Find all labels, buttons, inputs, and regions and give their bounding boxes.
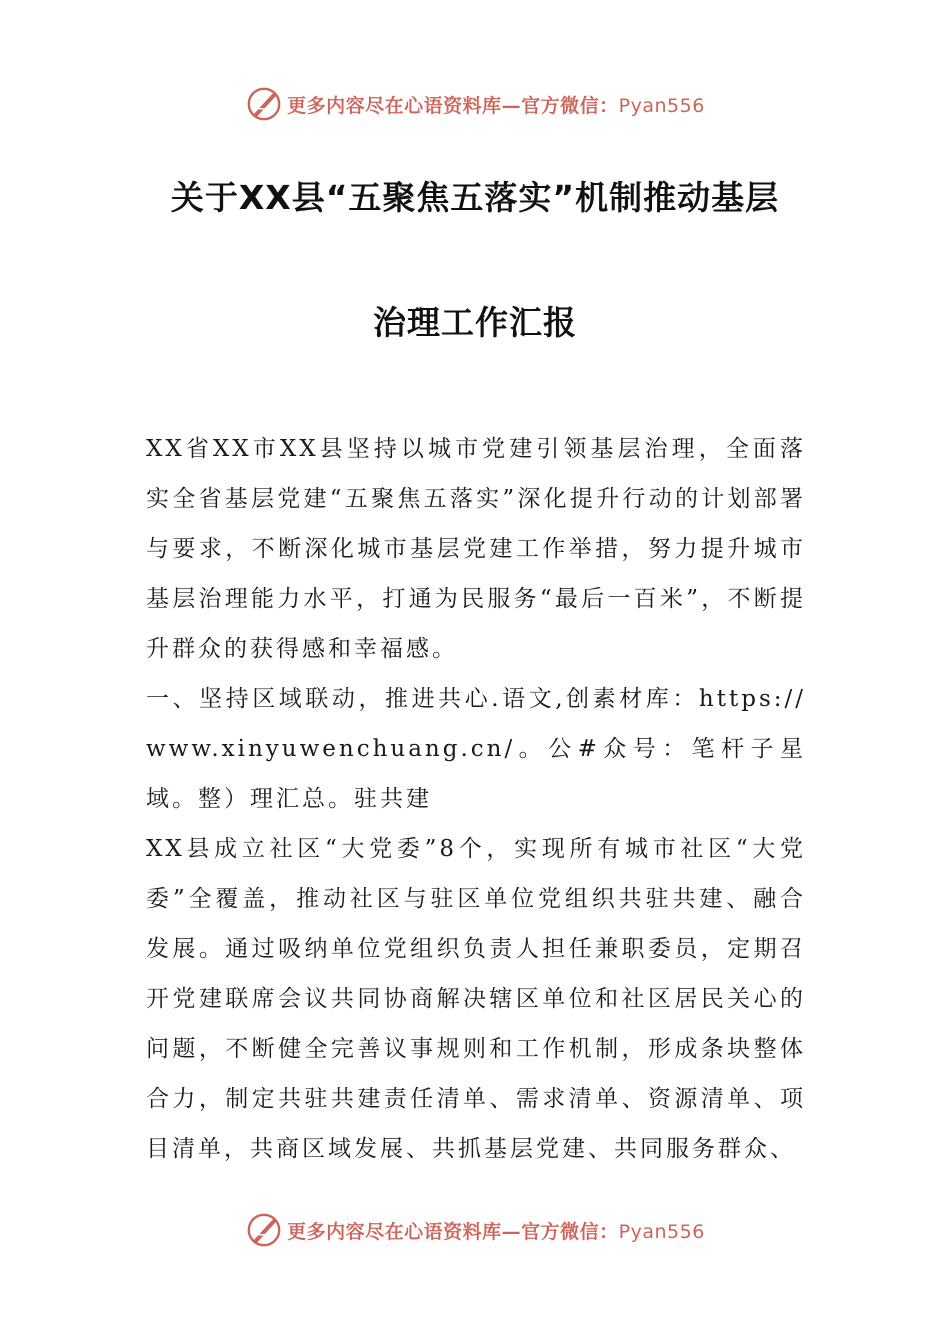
watermark-text: 更多内容尽在心语资料库—官方微信：Pyan556 bbox=[287, 94, 705, 117]
header-watermark bbox=[0, 84, 950, 124]
document-body bbox=[146, 424, 806, 1174]
paragraph-intro: XX省XX市XX县坚持以城市党建引领基层治理，全面落实全省基层党建“五聚焦五落实”深化提升行动的计划部署与要求，不断深化城市基层党建工作举措，努力提升城市基层治理能力水平，打通为民服务“最后一百米”，不断提升群众的获得感和幸福感。 bbox=[146, 436, 806, 662]
paragraph-body: XX县成立社区“大党委”8个，实现所有城市社区“大党委”全覆盖，推动社区与驻区单位党组织共驻共建、融合发展。通过吸纳单位党组织负责人担任兼职委员，定期召开党建联席会议共同协商解决辖区单位和社区居民关心的问题，不断健全完善议事规则和工作机制，形成条块整体合力，制定共驻共建责任清单、需求清单、资源清单、项目清单，共商区域发展、共抓基层党建、共同服务群众、 bbox=[146, 836, 807, 1162]
quill-logo-icon bbox=[245, 85, 283, 123]
document-title-line-2: 治理工作汇报 bbox=[373, 303, 577, 342]
watermark-text: 更多内容尽在心语资料库—官方微信：Pyan556 bbox=[287, 1220, 705, 1243]
quill-logo-icon bbox=[245, 1211, 283, 1249]
paragraph-section-heading: 一、坚持区域联动，推进共心.语文,创素材库：https://www.xinyuwenchuang.cn/。公#众号：笔杆子星域。整）理汇总。驻共建 bbox=[146, 686, 806, 812]
footer-watermark bbox=[0, 1210, 950, 1250]
document-title-line-1: 关于XX县“五聚焦五落实”机制推动基层 bbox=[170, 178, 780, 217]
